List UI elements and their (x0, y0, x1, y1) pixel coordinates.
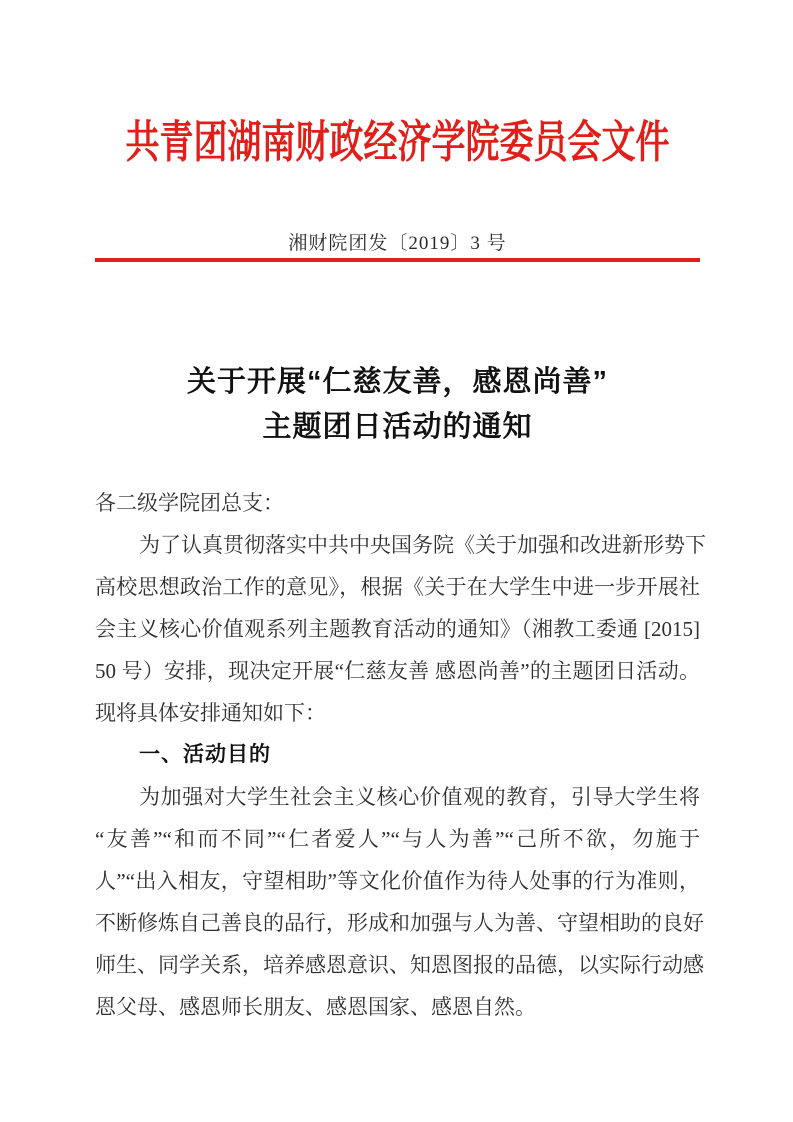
document-title (95, 360, 700, 450)
body-line: “友善”“和而不同”“仁者爱人”“与人为善”“己所不欲，勿施于 (95, 827, 700, 851)
body-line: 不断修炼自己善良的品行，形成和加强与人为善、守望相助的良好 (95, 911, 704, 935)
header-divider-line (95, 258, 700, 262)
body-line: 会主义核心价值观系列主题教育活动的通知》（湘教工委通 [2015] (95, 617, 700, 641)
letterhead-org-title: 共青团湖南财政经济学院委员会文件 (125, 119, 670, 168)
body-line: 人”“出入相友，守望相助”等文化价值作为待人处事的行为准则， (95, 869, 700, 893)
document-number: 湘财院团发〔2019〕3 号 (288, 233, 507, 254)
document-title-line-1: 关于开展“仁慈友善，感恩尚善” (186, 366, 608, 398)
salutation-line: 各二级学院团总支： (95, 491, 284, 515)
body-line: 50 号）安排，现决定开展“仁慈友善 感恩尚善”的主题团日活动。 (95, 659, 700, 683)
paragraph-1 (95, 524, 706, 734)
body-line: 高校思想政治工作的意见》，根据《关于在大学生中进一步开展社 (95, 575, 700, 599)
body-line: 现将具体安排通知如下： (95, 701, 326, 725)
document-content (95, 119, 706, 1028)
document-title-line-2: 主题团日活动的通知 (262, 411, 533, 443)
paragraph-2 (95, 776, 704, 1028)
section-heading-activity-purpose: 一、活动目的 (139, 743, 271, 766)
body-line: 为加强对大学生社会主义核心价值观的教育，引导大学生将 (139, 785, 700, 809)
body-line: 师生、同学关系，培养感恩意识、知恩图报的品德，以实际行动感 (95, 953, 704, 977)
document-body (95, 482, 706, 1028)
body-line: 为了认真贯彻落实中共中央国务院《关于加强和改进新形势下 (139, 533, 706, 557)
body-line: 恩父母、感恩师长朋友、感恩国家、感恩自然。 (95, 995, 536, 1019)
